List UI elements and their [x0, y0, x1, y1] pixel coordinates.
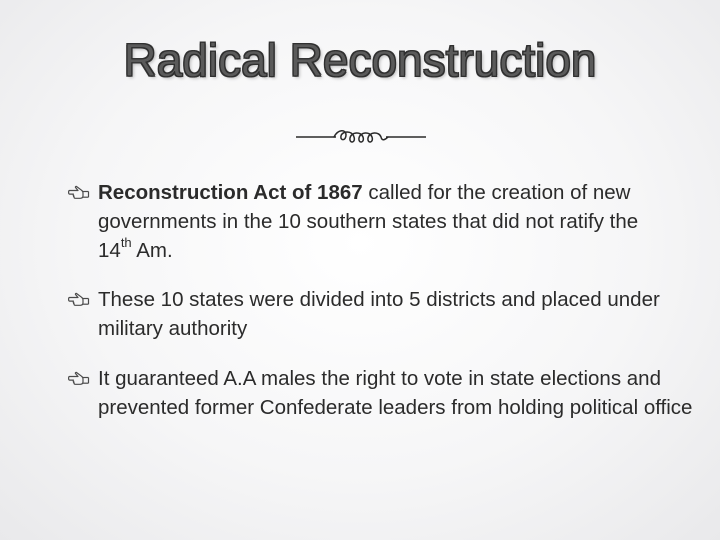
bullet-text-end: Am.: [131, 239, 173, 262]
bullet-bold-text: Reconstruction Act of 1867: [98, 181, 363, 204]
bullet-item: [70, 178, 670, 265]
bullet-text: These 10 states were divided into 5 districts and placed under military authority: [98, 288, 660, 340]
bullet-text: called for the creation of new governments in the 10 southern states that did not ratify the 14: [98, 181, 639, 262]
pointing-hand-icon: [68, 370, 90, 386]
pointing-hand-icon: [68, 291, 90, 307]
bullet-superscript: th: [120, 235, 132, 251]
pointing-hand-icon: [68, 184, 90, 200]
flourish-ornament-icon: [296, 126, 426, 148]
bullet-item: [70, 285, 698, 343]
slide-title: Radical Reconstruction: [123, 34, 597, 86]
bullet-text: It guaranteed A.A males the right to vote in state elections and prevented former Confederate leaders from holding political office: [98, 367, 693, 419]
bullet-list: [70, 178, 693, 419]
bullet-item: [70, 364, 698, 422]
